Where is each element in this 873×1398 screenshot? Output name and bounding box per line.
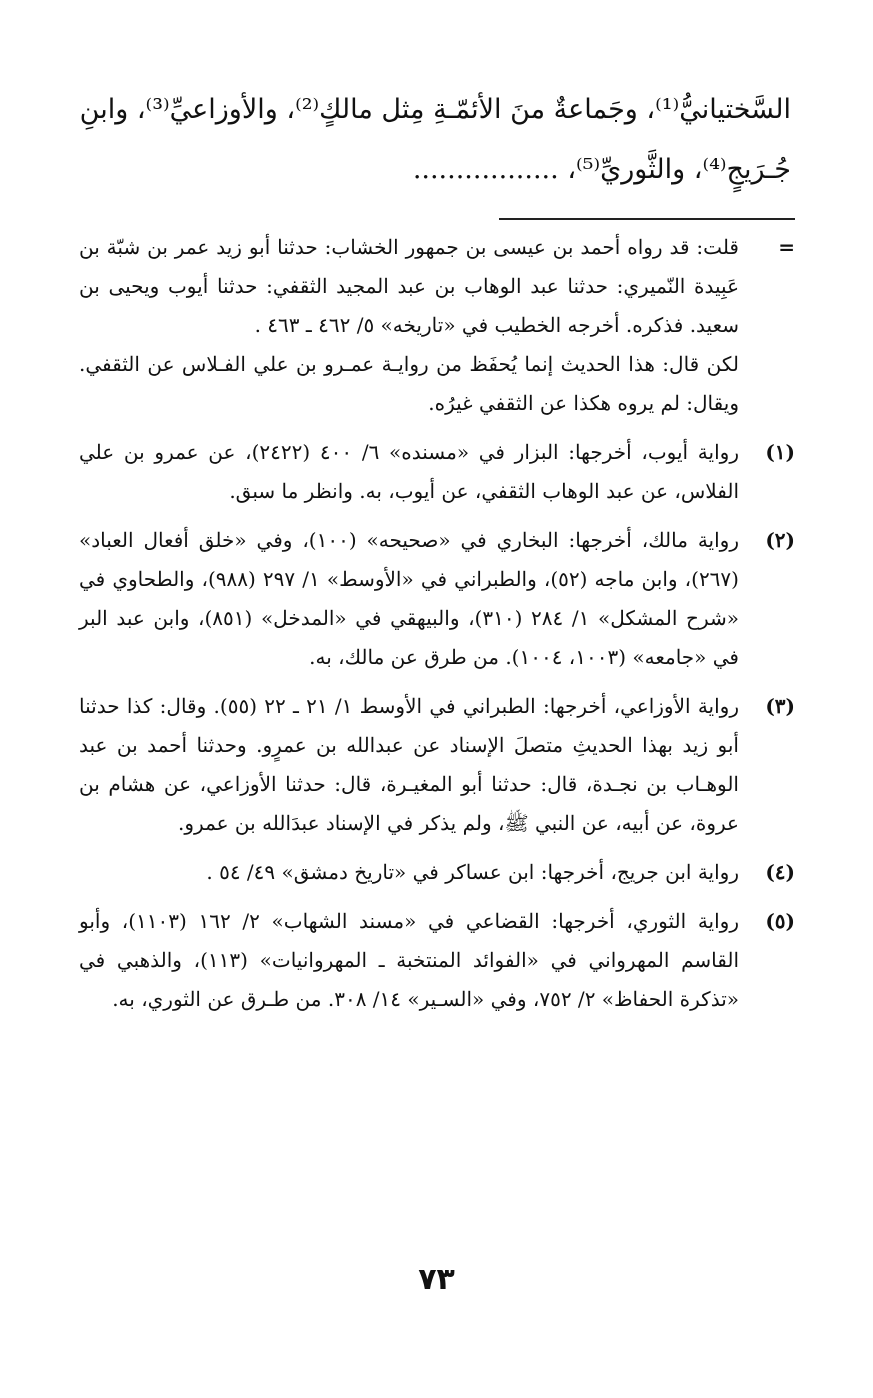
main-text-line-1: السَّختيانيُّ⁽¹⁾، وجَماعةٌ منَ الأئمّـةِ مِثل مالكٍ⁽²⁾، والأوزاعيِّ⁽³⁾، وابنِ xyxy=(79,94,791,125)
footnote-number: (٢) xyxy=(765,528,795,552)
footnote-text: رواية الأوزاعي، أخرجها: الطبراني في الأوسط ١/ ٢١ ـ ٢٢ (٥٥). وقال: كذا حدثنا أبو زيد بهذا الحديثِ متصلَ الإسناد عن عبدالله بن عمرٍو. وحدثنا أحمد بن عبد الوهـاب بن نجـدة، قال: حدثنا أبو المغيـرة، قال: حدثنا الأوزاعي، عن هشام بن عروة، عن أبيه، عن النبي ﷺ، ولم يذكر في الإسناد عبدَالله بن عمرو. xyxy=(79,694,739,835)
footnote-2 xyxy=(79,521,795,677)
footnote-1 xyxy=(79,433,795,511)
footnote-text: رواية مالك، أخرجها: البخاري في «صحيحه» (١٠٠)، وفي «خلق أفعال العباد» (٢٦٧)، وابن ماجه (٥٢)، والطبراني في «الأوسط» ١/ ٢٩٧ (٩٨٨)، والطحاوي في «شرح المشكل» ١/ ٢٨٤ (٣١٠)، والبيهقي في «المدخل» (٨٥١)، وابن عبد البر في «جامعه» (١٠٠٣، ١٠٠٤). من طرق عن مالك، به. xyxy=(79,528,739,669)
footnote-number: (٤) xyxy=(765,860,795,884)
main-text-line-2-text: جُـرَيجٍ⁽⁴⁾، والثَّوريِّ⁽⁵⁾، xyxy=(567,154,791,185)
main-text-block xyxy=(79,80,791,200)
footnote-4 xyxy=(79,853,795,892)
footnote-5 xyxy=(79,902,795,1019)
footnote-divider xyxy=(499,218,795,220)
footnotes-section xyxy=(79,228,795,1029)
footnote-text: رواية الثوري، أخرجها: القضاعي في «مسند الشهاب» ٢/ ١٦٢ (١١٠٣)، وأبو القاسم المهرواني في «الفوائد المنتخبة ـ المهروانيات» (١١٣)، والذهبي في «تذكرة الحفاظ» ٢/ ٧٥٢، وفي «السـير» ١٤/ ٣٠٨. من طـرق عن الثوري، به. xyxy=(79,909,740,1011)
continuation-paragraph-1: قلت: قد رواه أحمد بن عيسى بن جمهور الخشاب: حدثنا أبو زيد عمر بن شبّة بن عَبِيدة النّميري: حدثنا عبد الوهاب بن عبد المجيد الثقفي: حدثنا أيوب ويحيى بن سعيد. فذكره. أخرجه الخطيب في «تاريخه» ٥/ ٤٦٢ ـ ٤٦٣ . xyxy=(79,235,739,337)
footnote-3 xyxy=(79,687,795,843)
continuation-body xyxy=(79,228,743,423)
footnote-text: رواية ابن جريج، أخرجها: ابن عساكر في «تاريخ دمشق» ٤٩/ ٥٤ . xyxy=(206,860,739,884)
footnote-number: (١) xyxy=(765,440,795,464)
page-number: ٧٣ xyxy=(418,1262,455,1297)
ellipsis-dots: ................. xyxy=(412,154,559,185)
continuation-marker: = xyxy=(778,235,795,259)
footnote-continuation xyxy=(79,228,795,423)
footnote-text: رواية أيوب، أخرجها: البزار في «مسنده» ٦/ ٤٠٠ (٢٤٢٢)، عن عمرو بن علي الفلاس، عن عبد الوهاب الثقفي، عن أيوب، به. وانظر ما سبق. xyxy=(79,440,739,503)
footnote-number: (٣) xyxy=(765,694,795,718)
continuation-paragraph-2: لكن قال: هذا الحديث إنما يُحفَظ من روايـة عمـرو بن علي الفـلاس عن الثقفي. ويقال: لم يروه هكذا عن الثقفي غيرُه. xyxy=(79,352,739,415)
main-text-line-2 xyxy=(79,140,791,200)
footnote-number: (٥) xyxy=(765,909,795,933)
